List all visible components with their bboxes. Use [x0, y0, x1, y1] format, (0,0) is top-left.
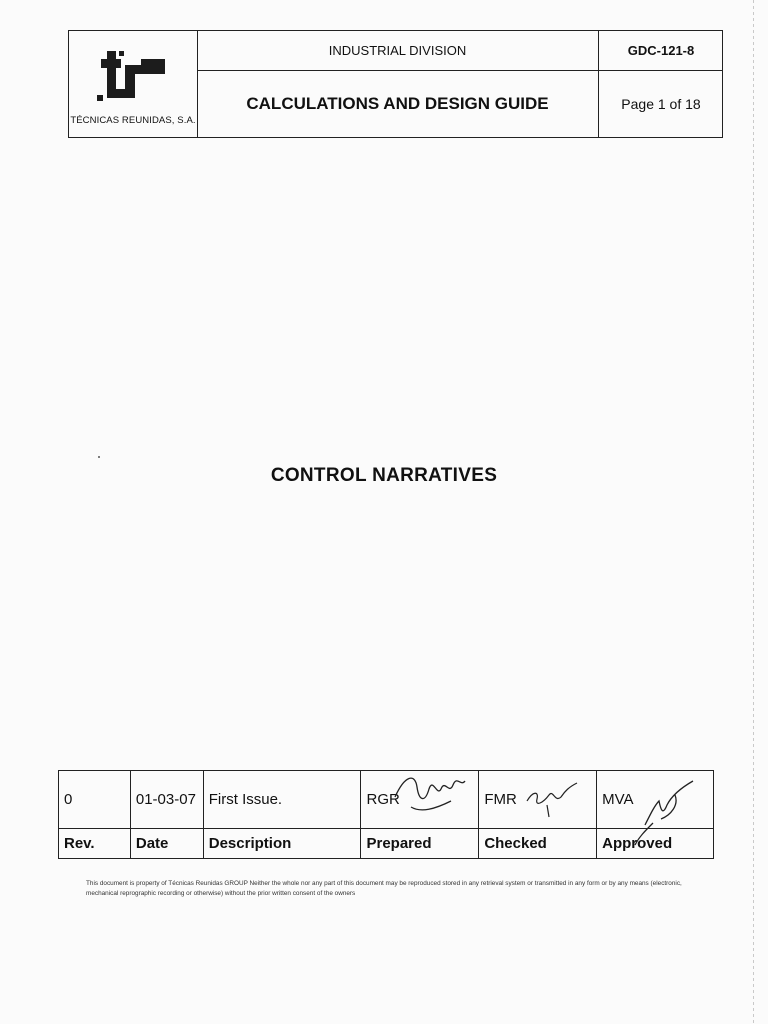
revision-row	[59, 771, 714, 829]
revision-table	[58, 770, 714, 859]
document-header	[68, 30, 723, 138]
revision-header-row	[59, 829, 714, 859]
page-number: Page 1 of 18	[621, 96, 701, 112]
description-value: First Issue.	[203, 771, 361, 829]
prepared-value: RGR	[366, 791, 400, 808]
checked-value: FMR	[484, 791, 517, 808]
document-code: GDC-121-8	[599, 31, 723, 71]
approved-value: MVA	[602, 791, 634, 808]
col-prepared: Prepared	[361, 829, 479, 859]
division-label: INDUSTRIAL DIVISION	[197, 31, 599, 71]
page-edge-line	[753, 0, 754, 1024]
date-value: 01-03-07	[130, 771, 203, 829]
scan-speck	[98, 456, 100, 458]
checked-cell	[479, 771, 597, 829]
col-rev: Rev.	[59, 829, 131, 859]
guide-title: CALCULATIONS AND DESIGN GUIDE	[197, 71, 599, 137]
document-title: CONTROL NARRATIVES	[270, 465, 498, 486]
approved-cell	[597, 771, 714, 829]
col-description: Description	[203, 829, 361, 859]
company-name: TÉCNICAS REUNIDAS, S.A.	[70, 115, 196, 126]
tr-logo-icon	[95, 51, 171, 111]
logo-cell	[69, 31, 198, 137]
col-date: Date	[130, 829, 203, 859]
confidentiality-note: This document is property of Técnicas Reunidas GROUP Neither the whole nor any part of this document may be reproduced stored in any retrieval system or transmitted in any form or by any means (electronic, mechanical reprographic recording or otherwise) without the prior written consent of the owners	[86, 880, 682, 897]
col-checked: Checked	[479, 829, 597, 859]
prepared-cell	[361, 771, 479, 829]
rev-value: 0	[59, 771, 131, 829]
signature-checked-icon	[519, 777, 589, 823]
signature-prepared-icon	[391, 767, 471, 827]
col-approved: Approved	[597, 829, 714, 859]
